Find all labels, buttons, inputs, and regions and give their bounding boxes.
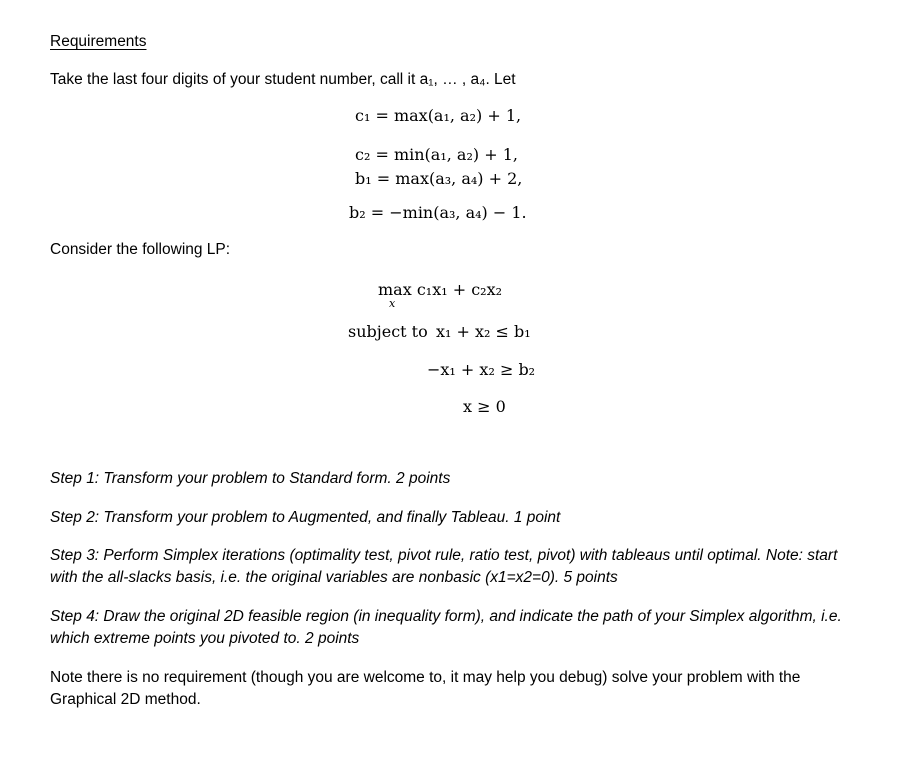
step-4: Step 4: Draw the original 2D feasible region (in inequality form), and indicate the path of your Simplex algorithm, i.e. which extreme points you pivoted to. 2 points [50,608,842,647]
note-text: Note there is no requirement (though you are welcome to, it may help you debug) solve your problem with the Graphical 2D method. [50,669,801,708]
lp-subject-to: subject to [348,322,428,341]
lp-objective-subscript: x [389,297,396,310]
step-3: Step 3: Perform Simplex iterations (optimality test, pivot rule, ratio test, pivot) with tableaus until optimal. Note: start with the all-slacks basis, i.e. the original variables are nonbasic (x1=x2=0). 5 points [50,547,838,586]
intro-text: Take the last four digits of your student number, call it a₁, … , a₄. Let [50,71,516,88]
definition-b1: b₁ = max(a₃, a₄) + 2, [355,169,523,188]
lp-objective: max c₁x₁ + c₂x₂ [378,280,503,299]
definition-c2: c₂ = min(a₁, a₂) + 1, [355,145,518,164]
definition-c1: c₁ = max(a₁, a₂) + 1, [355,106,522,125]
step-1: Step 1: Transform your problem to Standard form. 2 points [50,470,451,487]
lp-constraint-1: x₁ + x₂ ≤ b₁ [436,322,531,341]
definition-b2: b₂ = −min(a₃, a₄) − 1. [349,203,527,222]
step-2: Step 2: Transform your problem to Augmented, and finally Tableau. 1 point [50,509,561,526]
consider-text: Consider the following LP: [50,241,231,258]
requirements-heading: Requirements [50,33,147,50]
lp-constraint-nonneg: x ≥ 0 [463,397,506,416]
lp-constraint-2: −x₁ + x₂ ≥ b₂ [427,360,536,379]
